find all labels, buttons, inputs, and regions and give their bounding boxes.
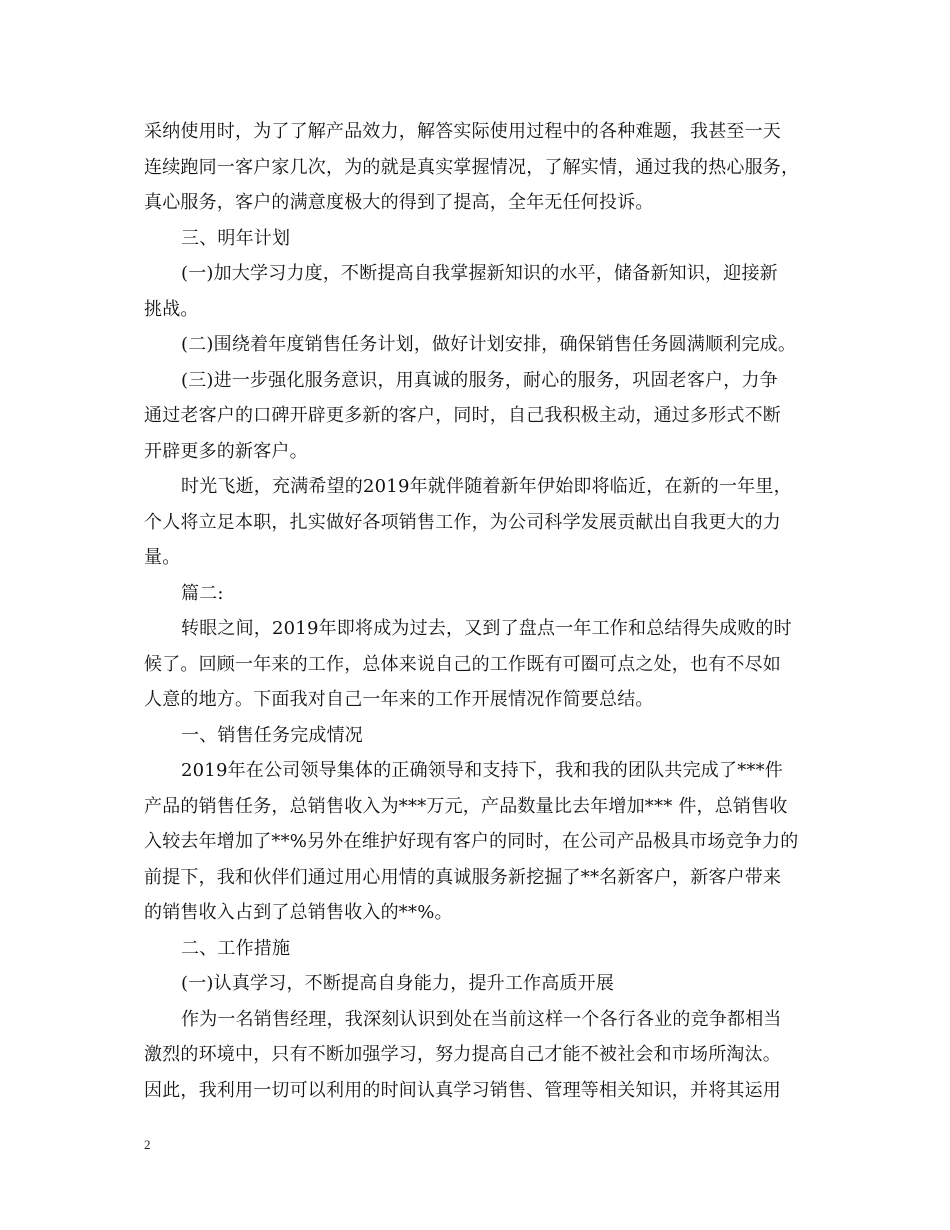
text-line: 2019年在公司领导集体的正确领导和支持下，我和我的团队共完成了***件 (181, 760, 784, 781)
text-line: 个人将立足本职，扎实做好各项销售工作，为公司科学发展贡献出自我更大的力 (144, 511, 781, 533)
text-line: 挑战。 (144, 298, 199, 320)
section-heading: 三、明年计划 (181, 227, 291, 249)
document-body (144, 114, 814, 1108)
text-line: 采纳使用时，为了了解产品效力，解答实际使用过程中的各种难题，我甚至一天 (144, 121, 781, 142)
text-line: 前提下，我和伙伴们通过用心用情的真诚服务新挖掘了**名新客户，新客户带来 (144, 866, 782, 888)
text-line: 产品的销售任务，总销售收入为***万元，产品数量比去年增加*** 件，总销售收 (144, 795, 788, 817)
text-line: 因此，我利用一切可以利用的时间认真学习销售、管理等相关知识，并将其运用 (144, 1079, 781, 1101)
text-line: 入较去年增加了**%另外在维护好现有客户的同时，在公司产品极具市场竞争力的 (144, 831, 799, 852)
text-line: (三)进一步强化服务意识，用真诚的服务，耐心的服务，巩固老客户，力争 (181, 369, 778, 391)
text-line: 量。 (144, 547, 181, 568)
subsection-heading: (一)认真学习，不断提高自身能力，提升工作高质开展 (181, 973, 615, 994)
text-line: 激烈的环境中，只有不断加强学习，努力提高自己才能不被社会和市场所淘汰。 (144, 1044, 781, 1065)
text-line: 人意的地方。下面我对自己一年来的工作开展情况作简要总结。 (144, 689, 654, 710)
text-line: 通过老客户的口碑开辟更多新的客户，同时，自己我积极主动，通过多形式不断 (144, 405, 781, 426)
text-line: (一)加大学习力度，不断提高自我掌握新知识的水平，储备新知识，迎接新 (181, 263, 778, 284)
text-line: 真心服务，客户的满意度极大的得到了提高，全年无任何投诉。 (144, 192, 654, 213)
section-heading: 一、销售任务完成情况 (181, 724, 363, 746)
text-line: 时光飞逝，充满希望的2019年就伴随着新年伊始即将临近，在新的一年里， (181, 476, 792, 497)
text-line: 作为一名销售经理，我深刻认识到处在当前这样一个各行各业的竞争都相当 (181, 1008, 782, 1030)
text-line: 转眼之间，2019年即将成为过去，又到了盘点一年工作和总结得失成败的时 (181, 618, 792, 639)
text-line: 连续跑同一客户家几次，为的就是真实掌握情况，了解实情，通过我的热心服务， (144, 156, 800, 178)
text-line: (二)围绕着年度销售任务计划，做好计划安排，确保销售任务圆满顺利完成。 (181, 334, 797, 355)
page-number: 2 (144, 1137, 151, 1152)
section-heading: 篇二: (181, 582, 224, 604)
section-heading: 二、工作措施 (181, 937, 291, 959)
text-line: 候了。回顾一年来的工作，总体来说自己的工作既有可圈可点之处，也有不尽如 (144, 653, 781, 675)
text-line: 开辟更多的新客户。 (144, 440, 308, 462)
text-line: 的销售收入占到了总销售收入的**%。 (144, 902, 453, 923)
